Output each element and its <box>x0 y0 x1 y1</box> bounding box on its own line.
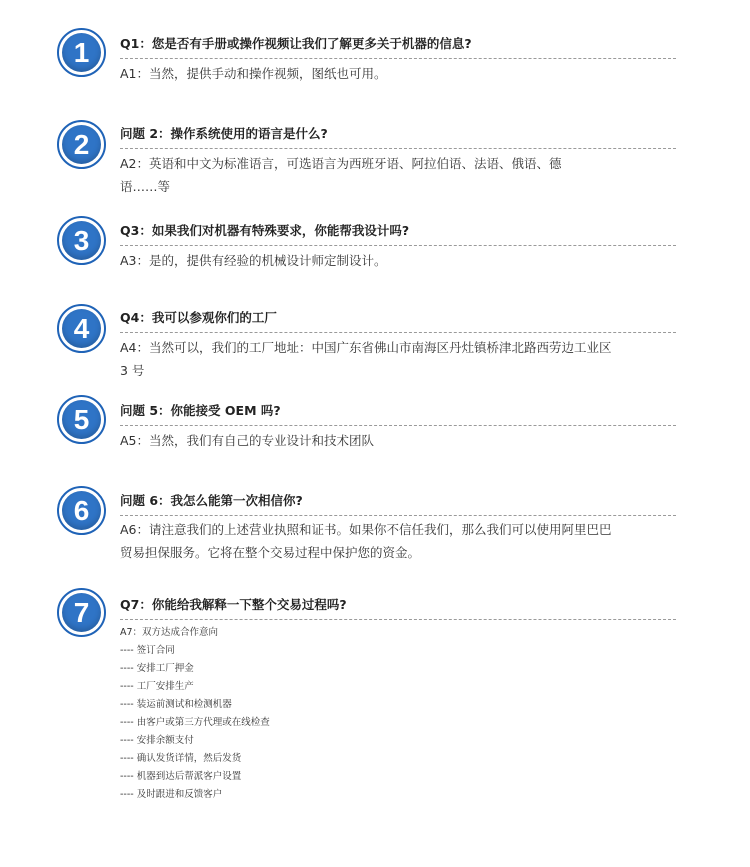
faq-question-2: 问题 2：操作系统使用的语言是什么? <box>120 124 676 149</box>
number-badge-3: 3 <box>57 216 106 265</box>
process-list <box>120 624 520 804</box>
process-step: ---- 装运前测试和检测机器 <box>120 699 232 710</box>
number-badge-4: 4 <box>57 304 106 353</box>
number-badge-6: 6 <box>57 486 106 535</box>
faq-question-6: 问题 6：我怎么能第一次相信你? <box>120 491 676 516</box>
process-step: ---- 签订合同 <box>120 645 175 656</box>
faq-answer-3: A3：是的，提供有经验的机械设计师定制设计。 <box>120 253 387 268</box>
number-badge-1: 1 <box>57 28 106 77</box>
faq-answer-2: A2：英语和中文为标准语言，可选语言为西班牙语、阿拉伯语、法语、俄语、德语……等 <box>120 156 562 194</box>
faq-answer-4: A4：当然可以，我们的工厂地址：中国广东省佛山市南海区丹灶镇桥津北路西劳边工业区 3 号 <box>120 340 612 378</box>
process-step: ---- 由客户或第三方代理或在线检查 <box>120 717 270 728</box>
faq-answer-1: A1：当然，提供手动和操作视频，图纸也可用。 <box>120 66 387 81</box>
process-step: ---- 机器到达后帮派客户设置 <box>120 771 242 782</box>
faq-question-3: Q3：如果我们对机器有特殊要求，你能帮我设计吗? <box>120 221 676 246</box>
number-badge-2: 2 <box>57 120 106 169</box>
number-badge-5: 5 <box>57 395 106 444</box>
faq-question-5: 问题 5：你能接受 OEM 吗? <box>120 401 676 426</box>
number-badge-7: 7 <box>57 588 106 637</box>
faq-answer-5: A5：当然，我们有自己的专业设计和技术团队 <box>120 433 375 448</box>
process-intro: A7：双方达成合作意向 <box>120 627 219 638</box>
faq-question-7: Q7：你能给我解释一下整个交易过程吗? <box>120 595 676 620</box>
faq-question-4: Q4：我可以参观你们的工厂 <box>120 308 676 333</box>
process-step: ---- 工厂安排生产 <box>120 681 194 692</box>
process-step: ---- 确认发货详情，然后发货 <box>120 753 242 764</box>
process-step: ---- 安排工厂押金 <box>120 663 194 674</box>
process-step: ---- 安排余额支付 <box>120 735 194 746</box>
faq-question-1: Q1：您是否有手册或操作视频让我们了解更多关于机器的信息? <box>120 34 676 59</box>
process-step: ---- 及时跟进和反馈客户 <box>120 789 223 800</box>
faq-answer-6: A6：请注意我们的上述营业执照和证书。如果你不信任我们，那么我们可以使用阿里巴巴贸易担保服务。它将在整个交易过程中保护您的资金。 <box>120 522 612 560</box>
